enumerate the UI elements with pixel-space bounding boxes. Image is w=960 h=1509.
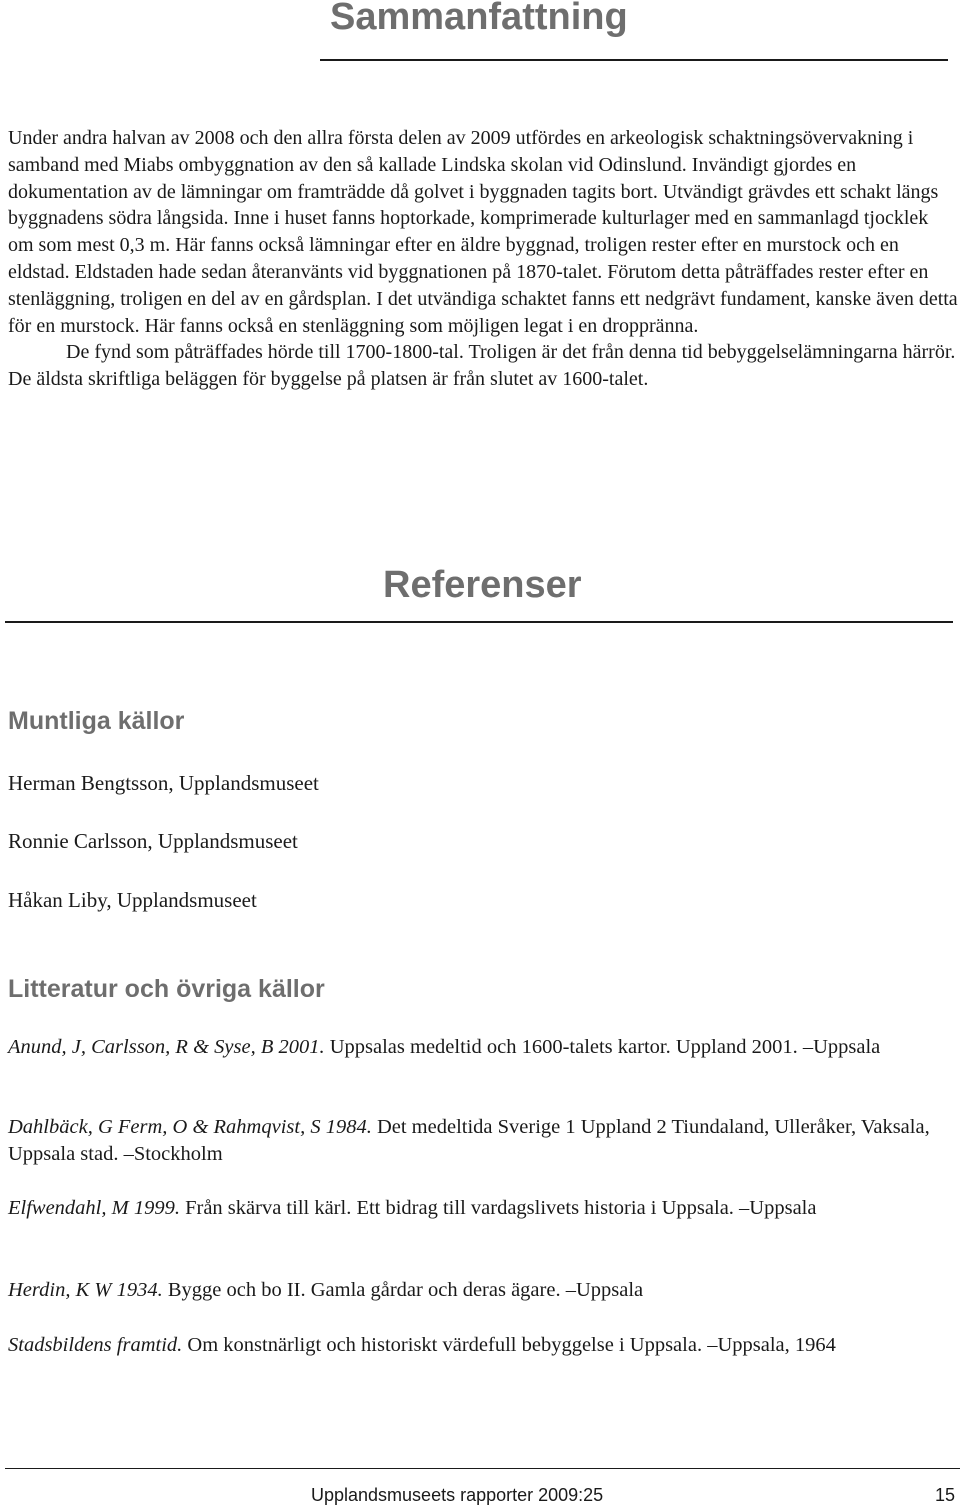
reference-entry [8, 1114, 953, 1168]
reference-author: Herdin, K W 1934. [8, 1279, 163, 1301]
footer-series: Upplandsmuseets rapporter 2009:25 [311, 1485, 604, 1505]
reference-entry [8, 1332, 848, 1359]
literature-heading: Litteratur och övriga källor [8, 975, 325, 1003]
reference-entry [8, 1034, 953, 1061]
oral-source-item: Håkan Liby, Upplandsmuseet [8, 888, 257, 912]
reference-title: Om konstnärligt och historiskt värdefull bebyggelse i Uppsala. –Uppsala, 1964 [187, 1334, 836, 1356]
page-number: 15 [935, 1485, 956, 1505]
summary-heading: Sammanfattning [330, 0, 628, 38]
references-heading-rule [5, 621, 953, 623]
summary-heading-rule [320, 59, 948, 61]
reference-author: Stadsbildens framtid. [8, 1334, 183, 1356]
reference-title: Från skärva till kärl. Ett bidrag till vardagslivets historia i Uppsala. –Uppsala [185, 1197, 817, 1219]
oral-source-item: Herman Bengtsson, Upplandsmuseet [8, 771, 319, 795]
reference-entry [8, 1277, 953, 1304]
oral-sources-heading: Muntliga källor [8, 707, 185, 735]
reference-entry [8, 1195, 953, 1222]
summary-paragraph: De fynd som påträffades hörde till 1700-1800-tal. Troligen är det från denna tid bebyggelselämningarna härrör. De äldsta skriftliga beläggen för byggelse på platsen är från slutet av 1600-talet. [8, 341, 956, 391]
summary-paragraph: Under andra halvan av 2008 och den allra första delen av 2009 utfördes en arkeologisk schaktningsövervakning i samband med Miabs ombyggnation av den så kallade Lindska skolan vid Odinslund. Invändigt gjordes en dokumentation av de lämningar om framträdde då golvet i byggnaden tagits bort. Utvändigt grävdes ett schakt längs byggnadens södra långsida. Inne i huset fanns hoptorkade, komprimerade kulturlager med en sammanlagd tjocklek om som mest 0,3 m. Här fanns också lämningar efter en äldre byggnad, troligen rester efter en murstock och en eldstad. Eldstaden hade sedan återanvänts vid byggnationen på 1870-talet. Förutom detta påträffades rester efter en stenläggning, troligen en del av en gårdsplan. I det utvändiga schaktet fanns ett nedgrävt fundament, kanske även detta för en murstock. Här fanns också en stenläggning som möjligen legat i en droppränna. [8, 127, 958, 337]
reference-title: Bygge och bo II. Gamla gårdar och deras ägare. –Uppsala [167, 1279, 644, 1301]
oral-source-item: Ronnie Carlsson, Upplandsmuseet [8, 829, 298, 853]
references-heading: Referenser [383, 564, 582, 606]
summary-body [8, 125, 958, 393]
reference-author: Anund, J, Carlsson, R & Syse, B 2001. [8, 1036, 325, 1058]
reference-title: Uppsalas medeltid och 1600-talets kartor. Uppland 2001. –Uppsala [329, 1036, 881, 1058]
reference-author: Dahlbäck, G Ferm, O & Rahmqvist, S 1984. [8, 1116, 372, 1138]
footer-rule [5, 1468, 960, 1469]
reference-title: Det medeltida Sverige 1 Uppland 2 Tiundaland, Ulleråker, Vaksala, Uppsala stad. –Stockholm [8, 1116, 930, 1165]
reference-author: Elfwendahl, M 1999. [8, 1197, 180, 1219]
